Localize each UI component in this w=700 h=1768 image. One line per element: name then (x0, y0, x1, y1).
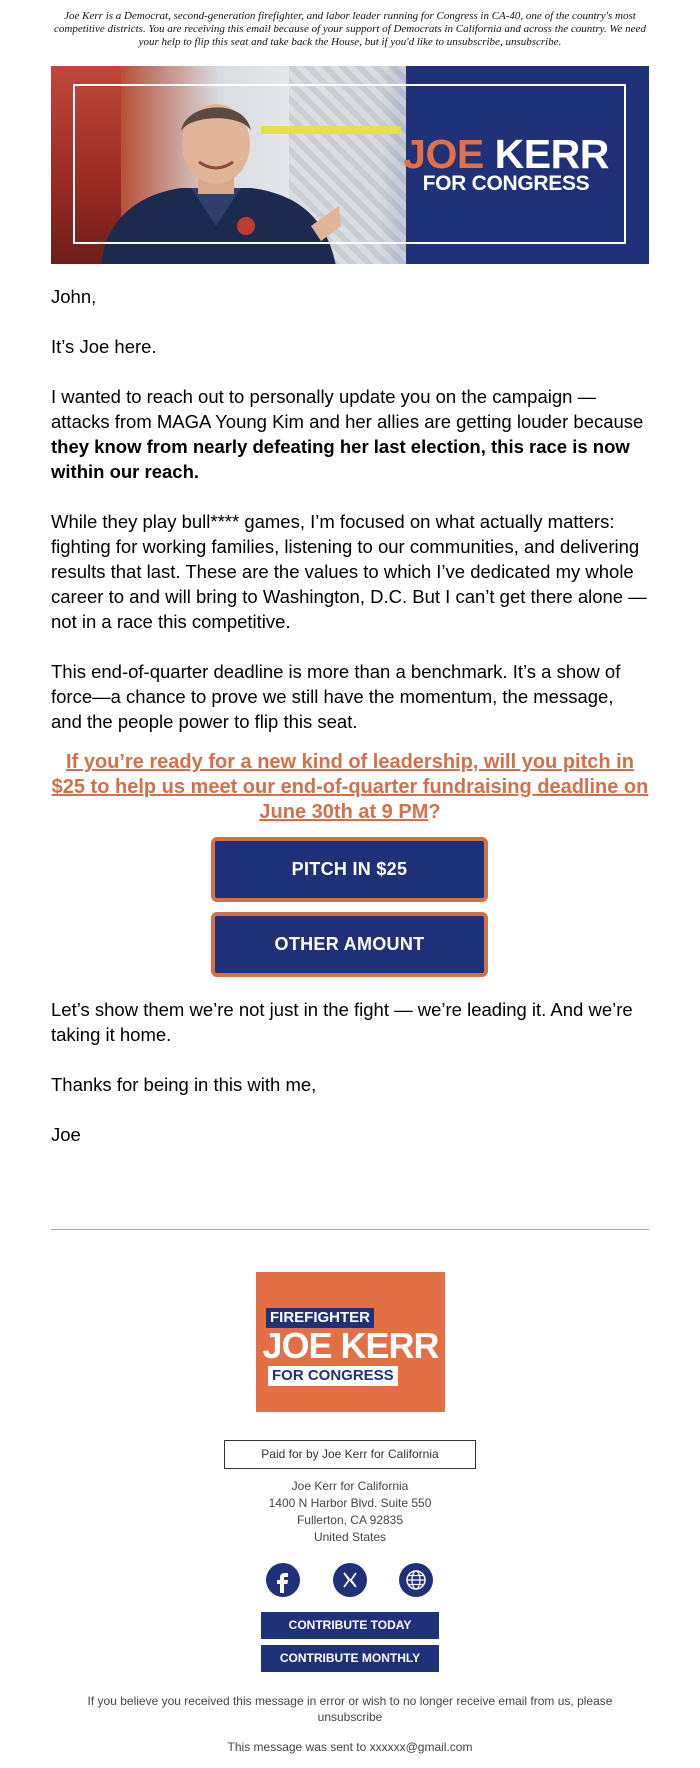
x-twitter-icon[interactable] (333, 1563, 367, 1597)
logo-for-congress: FOR CONGRESS (268, 1366, 398, 1386)
footer-divider (51, 1229, 649, 1230)
pitch-in-25-button[interactable]: PITCH IN $25 (211, 837, 488, 902)
mailing-address (200, 1478, 500, 1546)
address-line: 1400 N Harbor Blvd. Suite 550 (268, 1496, 432, 1510)
address-line: Joe Kerr for California (291, 1479, 409, 1493)
hero-banner (51, 66, 649, 264)
signoff: Joe (51, 1124, 81, 1145)
globe-glyph (399, 1563, 433, 1597)
greeting: John, (51, 286, 97, 307)
hero-name-last: KERR (494, 131, 609, 177)
cta-donate-link[interactable]: If you’re ready for a new kind of leadership, will you pitch in $25 to help us meet our end-of-quarter fundraising deadline on June 30th at 9 PM (51, 751, 649, 823)
globe-icon[interactable] (399, 1563, 433, 1597)
hero-candidate-name (386, 133, 626, 175)
thanks-line: Thanks for being in this with me, (51, 1074, 317, 1095)
paragraph-attacks (51, 384, 649, 484)
intro-line: It’s Joe here. (51, 336, 157, 357)
address-line: Fullerton, CA 92835 (296, 1513, 404, 1527)
paragraph-fight: Let’s show them we’re not just in the fight — we’re leading it. And we’re taking it home. (51, 999, 633, 1045)
x-glyph (333, 1563, 367, 1597)
unsubscribe-notice: If you believe you received this message in error or wish to no longer receive email from us, please unsubscribe (87, 1694, 613, 1724)
paid-for-disclaimer: Paid for by Joe Kerr for California (224, 1440, 476, 1469)
cta-question-mark: ? (428, 801, 441, 823)
paragraph-attacks-text: I wanted to reach out to personally update you on the campaign — attacks from MAGA Young Kim and her allies are getting louder because (51, 386, 644, 432)
facebook-glyph (266, 1563, 300, 1597)
facebook-icon[interactable] (266, 1563, 300, 1597)
contribute-monthly-button[interactable]: CONTRIBUTE MONTHLY (261, 1645, 439, 1672)
hero-tagline: FOR CONGRESS (422, 172, 590, 195)
preheader-text: Joe Kerr is a Democrat, second-generation firefighter, and labor leader running for Congress in CA-40, one of the country's most competitive districts. You are receiving this email because of your support of Democrats in California and across the country. We need your help to flip this seat and take back the House, but if you'd like to unsubscribe, unsubscribe. (54, 10, 646, 48)
address-line: United States (313, 1530, 387, 1544)
logo-firefighter-label: FIREFIGHTER (266, 1308, 374, 1328)
paragraph-attacks-bold: they know from nearly defeating her last election, this race is now within our reach. (51, 436, 630, 482)
other-amount-button[interactable]: OTHER AMOUNT (211, 912, 488, 977)
hero-name-first: JOE (403, 131, 484, 177)
campaign-logo (256, 1272, 445, 1412)
sent-to-notice: This message was sent to xxxxxx@gmail.com (227, 1740, 473, 1754)
cta-ask (51, 750, 649, 825)
paragraph-deadline: This end-of-quarter deadline is more than a benchmark. It’s a show of force—a chance to prove we still have the momentum, the message, and the people power to flip this seat. (51, 661, 621, 732)
contribute-today-button[interactable]: CONTRIBUTE TODAY (261, 1612, 439, 1639)
logo-name: JOE KERR (262, 1325, 439, 1366)
paragraph-values: While they play bull**** games, I’m focused on what actually matters: fighting for working families, listening to our communities, and delivering results that last. These are the values to which I’ve dedicated my whole career to and will bring to Washington, D.C. But I can’t get there alone — not in a race this competitive. (51, 511, 647, 632)
